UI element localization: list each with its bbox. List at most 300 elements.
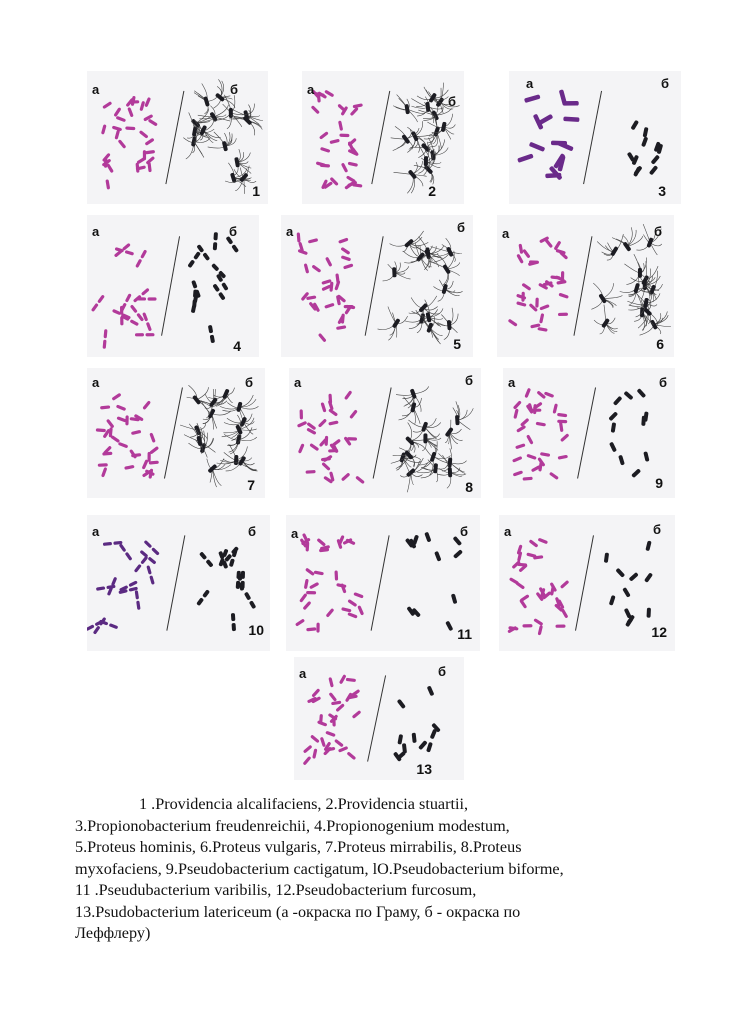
loeffler-rod [618, 455, 625, 466]
caption-line: 11 .Pseudubacterium varibilis, 12.Pseudobacterium furcosum, [75, 881, 477, 899]
gram-rod [139, 101, 145, 111]
gram-rod [321, 457, 331, 461]
loeffler-rod [427, 685, 435, 696]
divider-line [164, 388, 182, 479]
gram-rod [124, 465, 134, 470]
gram-rod [533, 618, 543, 626]
gram-rod [106, 163, 114, 173]
gram-rod [149, 432, 156, 442]
loeffler-rod [631, 468, 641, 478]
loeffler-rod [643, 411, 648, 421]
loeffler-rod [629, 572, 639, 582]
label-a: а [294, 375, 302, 390]
gram-rod [512, 456, 522, 463]
loeffler-rod [213, 232, 218, 250]
divider-line [584, 91, 602, 184]
label-b: б [652, 522, 661, 537]
gram-rod [325, 436, 329, 446]
label-a: а [291, 526, 299, 541]
loeffler-rod [390, 221, 435, 265]
loeffler-rod [452, 400, 474, 430]
gram-rod [516, 254, 524, 264]
gram-rod [339, 674, 347, 684]
gram-rod [309, 443, 319, 451]
gram-rod [119, 543, 133, 561]
gram-rod [146, 565, 155, 585]
gram-rod [100, 405, 110, 409]
panel-number: 10 [248, 622, 264, 638]
gram-rod [535, 298, 539, 308]
gram-rod [524, 94, 541, 103]
label-b: б [653, 224, 662, 239]
loeffler-rod [609, 442, 617, 453]
gram-rod [536, 390, 546, 399]
divider-line [167, 535, 185, 630]
gram-rod [536, 422, 546, 427]
gram-rod [329, 692, 338, 702]
gram-rod [348, 162, 358, 167]
loeffler-rod [409, 245, 444, 271]
gram-rod [125, 415, 128, 425]
figure-caption [75, 794, 685, 945]
gram-rod [522, 249, 530, 259]
gram-rod [139, 130, 149, 139]
gram-rod [526, 552, 536, 558]
gram-rod [98, 463, 108, 467]
loeffler-rod [645, 541, 651, 552]
label-b: б [456, 220, 465, 235]
loeffler-rod [609, 595, 616, 606]
gram-rod [555, 625, 565, 628]
label-a: а [502, 226, 510, 241]
panel-4 [87, 215, 259, 357]
gram-rod [299, 593, 308, 603]
gram-rod [521, 283, 531, 291]
gram-rod [341, 607, 351, 612]
loeffler-rod [615, 568, 625, 578]
gram-rod [344, 390, 352, 400]
panel-number: 5 [453, 336, 461, 352]
gram-rod [314, 570, 324, 575]
gram-rod [341, 163, 348, 173]
gram-rod [148, 119, 158, 127]
gram-rod [539, 304, 549, 311]
loeffler-rod [643, 127, 649, 138]
panel-number: 4 [233, 338, 241, 354]
panel-number: 11 [457, 626, 472, 642]
gram-rod [306, 591, 316, 594]
gram-rod [130, 304, 144, 321]
panel-3 [509, 71, 681, 204]
label-a: а [526, 76, 534, 91]
gram-rod [559, 89, 568, 106]
panel-drawing [302, 71, 464, 204]
panel-drawing [87, 368, 265, 498]
gram-rod [311, 264, 321, 272]
gram-rod [553, 240, 561, 250]
gram-rod [316, 623, 319, 633]
gram-rod [134, 556, 149, 573]
gram-rod [133, 288, 150, 303]
gram-rod [303, 756, 312, 766]
gram-rod [349, 409, 358, 419]
panel-drawing [499, 515, 675, 651]
gram-rod [116, 116, 126, 123]
gram-rod [559, 422, 564, 432]
divider-line [365, 236, 383, 335]
panel-10 [87, 515, 270, 651]
caption-line: Леффлеру) [75, 924, 151, 942]
gram-rod [540, 452, 550, 457]
gram-rod [127, 107, 134, 117]
gram-rod [325, 731, 335, 737]
panel-drawing [497, 215, 674, 357]
gram-rod [338, 746, 348, 753]
loeffler-rod [197, 449, 237, 490]
gram-rod [328, 408, 338, 416]
gram-rod [308, 238, 318, 244]
panel-drawing [87, 71, 268, 204]
gram-rod [553, 403, 558, 413]
panel-drawing [286, 515, 480, 651]
divider-line [372, 91, 390, 184]
gram-rod [105, 179, 110, 189]
label-b: б [228, 224, 237, 239]
loeffler-rod [180, 415, 214, 452]
panel-6 [497, 215, 674, 357]
gram-rod [549, 472, 559, 480]
loeffler-rod [182, 420, 216, 459]
label-b: б [244, 375, 253, 390]
gram-rod [338, 237, 348, 243]
label-b: б [447, 94, 456, 109]
gram-rod [93, 617, 107, 635]
divider-line [368, 675, 386, 761]
gram-rod [297, 232, 301, 242]
label-b: б [658, 375, 667, 390]
gram-rod [311, 688, 320, 698]
gram-rod [305, 568, 315, 577]
gram-rod [508, 319, 518, 327]
loeffler-rod [424, 532, 431, 543]
gram-rod [347, 751, 357, 760]
loeffler-rod [423, 78, 464, 118]
gram-rod [96, 585, 116, 591]
gram-rod [340, 247, 350, 255]
gram-rod [103, 329, 108, 349]
gram-rod [529, 539, 539, 548]
loeffler-rod [399, 234, 443, 278]
loeffler-rod [422, 433, 441, 451]
caption-line: myxofaciens, 9.Pseudobacterium cactigatum, lO.Pseudobacterium biforme, [75, 859, 564, 878]
loeffler-rod [589, 305, 625, 341]
gram-rod [550, 275, 560, 279]
loeffler-rod [434, 551, 441, 562]
gram-rod [520, 418, 530, 427]
panel-drawing [509, 71, 681, 204]
gram-rod [328, 449, 338, 453]
gram-rod [355, 476, 365, 485]
loeffler-rod [205, 127, 239, 155]
gram-rod [118, 139, 127, 149]
panel-number: 7 [247, 477, 255, 493]
loeffler-rod [592, 224, 627, 262]
gram-rod [320, 147, 330, 153]
loeffler-rod [205, 379, 238, 413]
gram-rod [537, 327, 547, 332]
panel-1 [87, 71, 268, 204]
panel-9 [503, 368, 675, 498]
gram-rod [558, 293, 568, 299]
gram-rod [309, 582, 319, 590]
gram-rod [125, 126, 135, 130]
gram-rod [338, 120, 343, 130]
label-b: б [229, 82, 238, 97]
loeffler-rod [608, 411, 618, 421]
gram-rod [135, 249, 147, 268]
gram-rod [325, 257, 332, 267]
gram-rod [324, 303, 334, 309]
gram-rod [524, 388, 531, 398]
loeffler-rod [647, 608, 651, 618]
gram-rod [523, 477, 533, 481]
divider-line [166, 91, 184, 184]
gram-rod [142, 312, 152, 331]
gram-rod [318, 333, 327, 343]
panel-number: 2 [428, 183, 436, 199]
panel-13 [294, 657, 464, 780]
label-a: а [286, 224, 294, 239]
panel-number: 3 [658, 183, 666, 199]
panel-number: 8 [465, 479, 473, 495]
gram-rod [135, 590, 141, 610]
gram-rod [335, 703, 345, 712]
gram-rod [516, 301, 526, 307]
loeffler-rod [430, 276, 465, 307]
gram-rod [135, 333, 155, 336]
gram-rod [561, 271, 564, 281]
gram-rod [101, 467, 107, 477]
gram-rod [529, 260, 539, 264]
gram-rod [136, 156, 146, 164]
loeffler-rod [199, 551, 214, 567]
loeffler-rod [649, 165, 658, 175]
gram-rod [357, 605, 364, 615]
gram-rod [321, 462, 330, 471]
gram-rod [516, 425, 526, 433]
gram-rod [306, 627, 316, 631]
panel-number: 9 [655, 475, 663, 491]
gram-rod [346, 678, 356, 682]
loeffler-rod [453, 549, 463, 559]
loeffler-rod [651, 155, 660, 165]
gram-rod [539, 313, 544, 323]
panel-drawing [281, 215, 473, 357]
panel-number: 1 [252, 183, 260, 199]
gram-rod [515, 581, 525, 589]
label-b: б [437, 664, 446, 679]
label-a: а [307, 82, 315, 97]
gram-rod [328, 420, 338, 425]
gram-rod [557, 413, 567, 417]
label-a: а [92, 524, 100, 539]
gram-rod [334, 570, 338, 580]
gram-rod [513, 408, 518, 418]
gram-rod [310, 734, 320, 743]
gram-rod [353, 103, 363, 108]
loeffler-rod [630, 120, 639, 131]
gram-rod [526, 434, 534, 444]
loeffler-rod [208, 325, 215, 343]
divider-line [574, 236, 592, 335]
gram-rod [110, 435, 120, 443]
panel-number: 6 [656, 336, 664, 352]
loeffler-rod [634, 294, 655, 331]
loeffler-rod [451, 593, 458, 604]
gram-rod [131, 430, 141, 435]
gram-rod [538, 625, 543, 635]
gram-rod [303, 745, 313, 754]
loeffler-rod [196, 589, 210, 606]
loeffler-rod [397, 699, 406, 709]
label-a: а [299, 666, 307, 681]
loeffler-rod [382, 115, 427, 159]
loeffler-rod [580, 273, 625, 318]
panel-number: 12 [651, 624, 667, 640]
divider-line [578, 388, 596, 479]
gram-rod [312, 748, 317, 758]
gram-rod [142, 400, 151, 410]
gram-rod [135, 163, 139, 173]
gram-rod [326, 608, 335, 618]
panel-8 [289, 368, 481, 498]
gram-rod [516, 294, 526, 300]
loeffler-rod [382, 261, 411, 281]
loeffler-rod [613, 396, 623, 406]
gram-rod [522, 624, 532, 627]
loeffler-rod [604, 552, 609, 562]
gram-rod [563, 117, 579, 122]
gram-rod [352, 710, 362, 719]
gram-rod [298, 443, 305, 453]
gram-rod [513, 470, 523, 476]
gram-rod [113, 107, 121, 117]
panel-drawing [87, 515, 270, 651]
panel-7 [87, 368, 265, 498]
gram-rod [116, 404, 126, 411]
loeffler-rod [641, 136, 648, 147]
gram-rod [341, 472, 351, 481]
caption-line: 5.Proteus hominis, 6.Proteus vulgaris, 7.Proteus mirrabilis, 8.Proteus [75, 838, 522, 856]
loeffler-rod [426, 742, 433, 753]
loeffler-rod [244, 592, 256, 610]
panel-12 [499, 515, 675, 651]
loeffler-rod [445, 621, 453, 632]
gram-rod [304, 263, 310, 273]
gram-rod [347, 437, 357, 441]
loeffler-rod [216, 444, 252, 467]
gram-rod [347, 599, 357, 607]
loeffler-rod [418, 740, 428, 750]
divider-line [162, 236, 180, 335]
caption-line: 1 .Providencia alcalifaciens, 2.Providencia stuartii, [139, 795, 469, 813]
gram-rod [147, 452, 150, 462]
gram-rod [306, 470, 316, 474]
gram-rod [101, 124, 107, 134]
loeffler-rod [227, 158, 254, 190]
loeffler-rod [397, 734, 403, 745]
panel-2 [302, 71, 464, 204]
label-b: б [247, 524, 256, 539]
loeffler-rod [643, 451, 649, 462]
gram-rod [529, 142, 546, 152]
gram-rod [118, 442, 128, 449]
divider-line [575, 535, 593, 630]
caption-line: 13.Psudobacterium latericeum (а -окраска по Граму, б - окраска по [75, 902, 521, 921]
gram-rod [339, 134, 349, 138]
gram-rod [517, 153, 534, 162]
gram-rod [144, 540, 160, 556]
loeffler-rod [611, 422, 616, 432]
gram-rod [306, 295, 316, 300]
gram-rod [106, 419, 115, 429]
gram-rod [347, 612, 357, 619]
gram-rod [329, 282, 333, 292]
gram-rod [557, 420, 567, 424]
gram-rod [142, 459, 149, 469]
label-a: а [92, 82, 100, 97]
gram-rod [561, 608, 569, 618]
loeffler-rod [623, 391, 633, 401]
gram-rod [329, 139, 339, 144]
loeffler-rod [622, 587, 631, 598]
loeffler-rod [637, 388, 647, 398]
panel-11 [286, 515, 480, 651]
loeffler-rod [373, 304, 410, 343]
gram-rod [295, 618, 305, 626]
gram-rod [558, 313, 568, 316]
gram-rod [144, 97, 151, 107]
gram-rod [145, 150, 155, 155]
gram-rod [560, 433, 570, 442]
gram-rod [302, 601, 311, 611]
label-a: а [504, 524, 512, 539]
panel-number: 13 [416, 761, 432, 777]
gram-rod [558, 455, 568, 460]
gram-rod [518, 244, 523, 254]
gram-rod [343, 263, 353, 269]
gram-rod [102, 101, 112, 109]
gram-rod [328, 394, 332, 404]
gram-rod [350, 107, 359, 116]
gram-rod [515, 443, 525, 449]
gram-rod [111, 393, 121, 401]
label-a: а [92, 224, 100, 239]
gram-rod [334, 280, 340, 290]
label-a: а [508, 375, 516, 390]
gram-rod [116, 416, 126, 422]
gram-rod [336, 325, 346, 330]
gram-rod [91, 294, 105, 312]
label-b: б [660, 76, 669, 91]
panel-5 [281, 215, 473, 357]
gram-rod [297, 421, 307, 428]
loeffler-rod [231, 613, 236, 631]
label-b: б [464, 373, 473, 388]
loeffler-rod [437, 420, 468, 452]
gram-rod [538, 538, 548, 545]
label-b: б [459, 524, 468, 539]
